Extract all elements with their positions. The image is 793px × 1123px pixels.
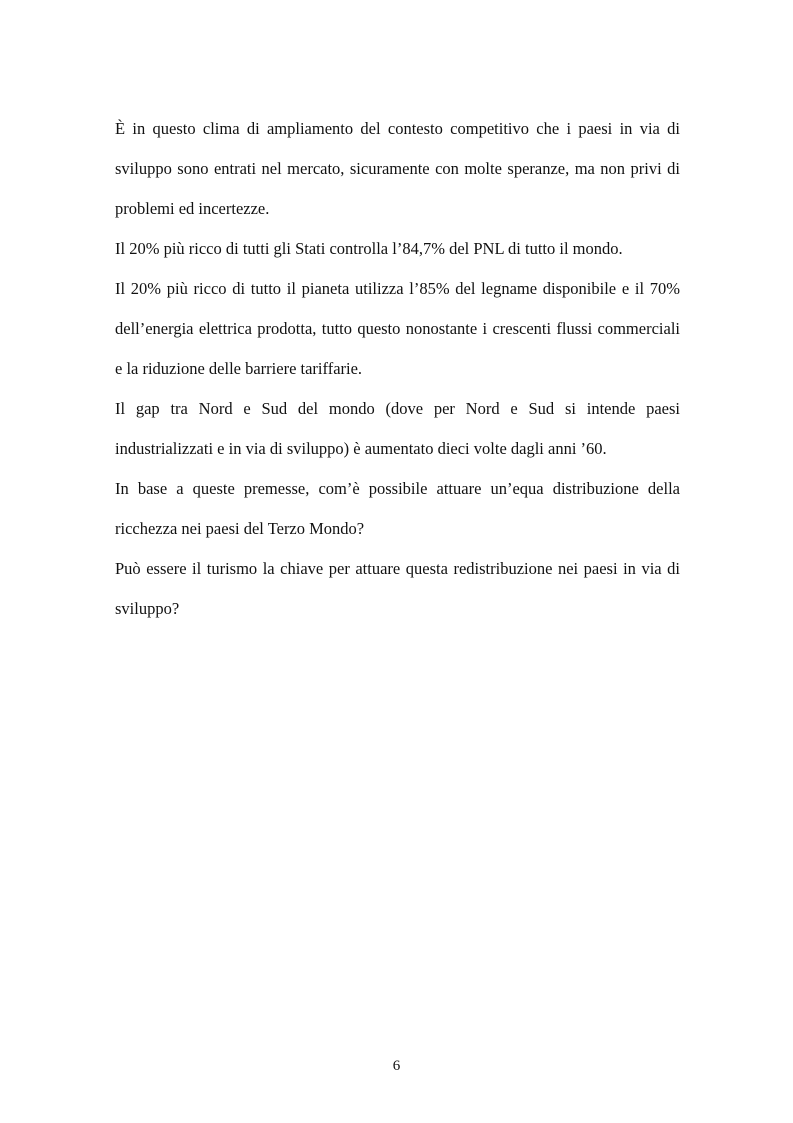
- paragraph-3: Il 20% più ricco di tutto il pianeta utilizza l’85% del legname disponibile e il 70% dell’energia elettrica prodotta, tutto questo nonostante i crescenti flussi commerciali e la riduzione delle barriere tariffarie.: [115, 279, 680, 378]
- paragraph-5: In base a queste premesse, com’è possibile attuare un’equa distribuzione della ricchezza nei paesi del Terzo Mondo?: [115, 479, 680, 538]
- paragraph-6: Può essere il turismo la chiave per attuare questa redistribuzione nei paesi in via di sviluppo?: [115, 559, 680, 618]
- page-number: 6: [392, 1058, 401, 1074]
- text-body: [115, 109, 680, 629]
- paragraph-2: Il 20% più ricco di tutti gli Stati controlla l’84,7% del PNL di tutto il mondo.: [115, 239, 623, 258]
- paragraph-4: Il gap tra Nord e Sud del mondo (dove per Nord e Sud si intende paesi industrializzati e in via di sviluppo) è aumentato dieci volte dagli anni ’60.: [115, 399, 680, 458]
- paragraph-1: È in questo clima di ampliamento del contesto competitivo che i paesi in via di sviluppo sono entrati nel mercato, sicuramente con molte speranze, ma non privi di problemi ed incertezze.: [115, 119, 680, 218]
